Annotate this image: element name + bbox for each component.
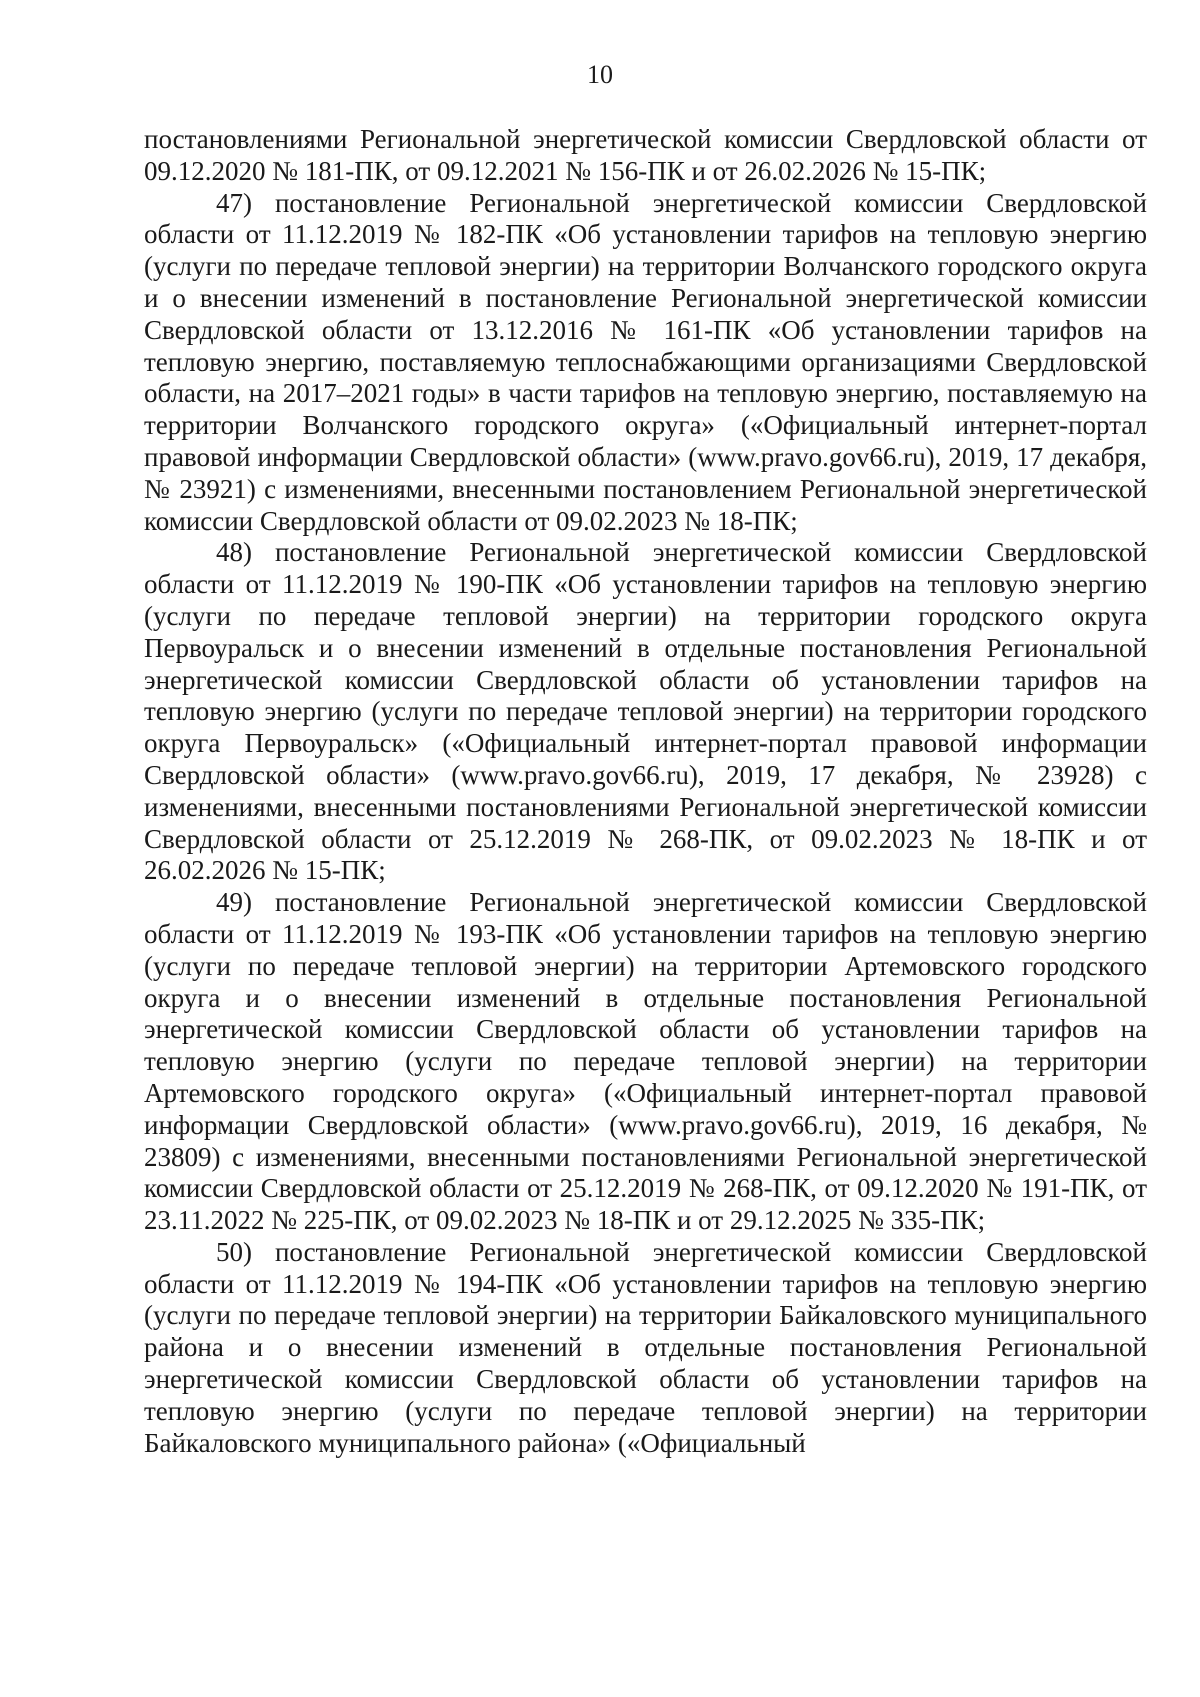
paragraph-item-49: 49) постановление Региональной энергетической комиссии Свердловской области от 11.12.2019 № 193-ПК «Об установлении тарифов на тепловую энергию (услуги по передаче тепловой энергии) на территории Артемовского городского округа и о внесении изменений в отдельные постановления Региональной энергетической комиссии Свердловской области об установлении тарифов на тепловую энергию (услуги по передаче тепловой энергии) на территории Артемовского городского округа» («Официальный интернет-портал правовой информации Свердловской области» (www.pravo.gov66.ru), 2019, 16 декабря, № 23809) с изменениями, внесенными постановлениями Региональной энергетической комиссии Свердловской области от 25.12.2019 № 268-ПК, от 09.12.2020 № 191-ПК, от 23.11.2022 № 225-ПК, от 09.02.2023 № 18-ПК и от 29.12.2025 № 335-ПК; xyxy=(144,887,1147,1236)
document-body xyxy=(144,124,1147,1459)
paragraph-item-47: 47) постановление Региональной энергетической комиссии Свердловской области от 11.12.2019 № 182-ПК «Об установлении тарифов на тепловую энергию (услуги по передаче тепловой энергии) на территории Волчанского городского округа и о внесении изменений в постановление Региональной энергетической комиссии Свердловской области от 13.12.2016 № 161-ПК «Об установлении тарифов на тепловую энергию, поставляемую теплоснабжающими организациями Свердловской области, на 2017–2021 годы» в части тарифов на тепловую энергию, поставляемую на территории Волчанского городского округа» («Официальный интернет-портал правовой информации Свердловской области» (www.pravo.gov66.ru), 2019, 17 декабря, № 23921) с изменениями, внесенными постановлением Региональной энергетической комиссии Свердловской области от 09.02.2023 № 18-ПК; xyxy=(144,187,1147,536)
page-number: 10 xyxy=(587,60,613,89)
paragraph-item-48: 48) постановление Региональной энергетической комиссии Свердловской области от 11.12.2019 № 190-ПК «Об установлении тарифов на тепловую энергию (услуги по передаче тепловой энергии) на территории городского округа Первоуральск и о внесении изменений в отдельные постановления Региональной энергетической комиссии Свердловской области об установлении тарифов на тепловую энергию (услуги по передаче тепловой энергии) на территории городского округа Первоуральск» («Официальный интернет-портал правовой информации Свердловской области» (www.pravo.gov66.ru), 2019, 17 декабря, № 23928) с изменениями, внесенными постановлениями Региональной энергетической комиссии Свердловской области от 25.12.2019 № 268-ПК, от 09.02.2023 № 18-ПК и от 26.02.2026 № 15-ПК; xyxy=(144,537,1147,886)
paragraph-item-50: 50) постановление Региональной энергетической комиссии Свердловской области от 11.12.2019 № 194-ПК «Об установлении тарифов на тепловую энергию (услуги по передаче тепловой энергии) на территории Байкаловского муниципального района и о внесении изменений в отдельные постановления Региональной энергетической комиссии Свердловской области об установлении тарифов на тепловую энергию (услуги по передаче тепловой энергии) на территории Байкаловского муниципального района» («Официальный xyxy=(144,1236,1147,1458)
paragraph-continuation: постановлениями Региональной энергетической комиссии Свердловской области от 09.12.2020 № 181-ПК, от 09.12.2021 № 156-ПК и от 26.02.2026 № 15-ПК; xyxy=(144,124,1147,186)
